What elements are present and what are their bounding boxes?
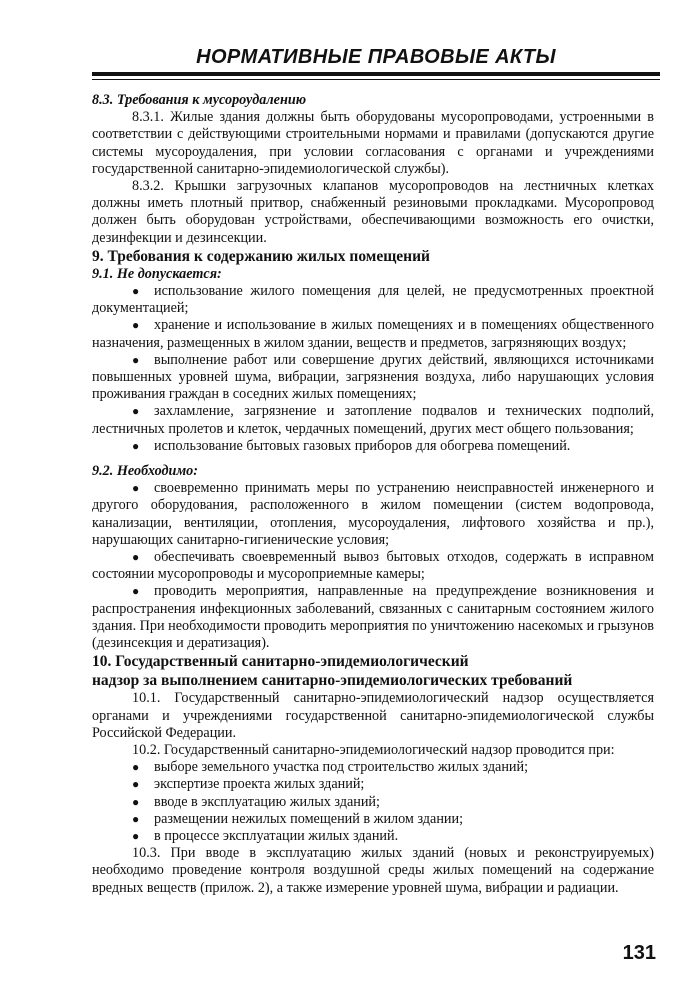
subsection-9-1-title: 9.1. Не допускается:: [92, 265, 222, 282]
bullet-icon: ●: [132, 811, 140, 826]
list-item: ● выборе земельного участка под строительство жилых зданий;: [132, 759, 529, 776]
list-item: ● использование бытовых газовых приборов для обогрева помещений.: [132, 437, 571, 454]
list-item: ● размещении нежилых помещений в жилом здании;: [132, 810, 464, 827]
bullet-icon: ●: [132, 284, 140, 299]
bullet-icon: ●: [132, 584, 140, 599]
paragraph-8-3-1: 8.3.1. Жилые здания должны быть оборудованы мусоропроводами, устроенными в соответствии с действующими строительными нормами и правилами (допускаются другие системы мусороудаления, при условии согласования с органами и учреждениями государственной санитарно-эпидемиологической службы).: [92, 109, 654, 177]
bullet-icon: ●: [132, 438, 140, 453]
bullet-icon: ●: [132, 760, 140, 775]
section-8-3-title: 8.3. Требования к мусороудалению: [92, 92, 307, 108]
section-10-title: [92, 652, 654, 690]
page-header-title: НОРМАТИВНЫЕ ПРАВОВЫЕ АКТЫ: [196, 46, 556, 68]
list-item: ● выполнение работ или совершение других действий, являющихся источниками повышенных уровней шума, вибрации, загрязнения воздуха, либо нарушающих условия проживания граждан в соседних жилых помещениях;: [92, 351, 654, 403]
page-body: [92, 92, 654, 897]
list-item: ● обеспечивать своевременный вывоз бытовых отходов, содержать в исправном состоянии мусоропроводы и мусороприемные камеры;: [92, 549, 654, 583]
bullet-icon: ●: [132, 481, 140, 496]
header-rule-thin: [92, 79, 660, 80]
bullet-icon: ●: [132, 404, 140, 419]
list-item: ● экспертизе проекта жилых зданий;: [132, 776, 365, 793]
bullet-icon: ●: [132, 318, 140, 333]
bullet-icon: ●: [132, 794, 140, 809]
paragraph-10-3: 10.3. При вводе в эксплуатацию жилых зданий (новых и реконструируемых) необходимо проведение контроля воздушной среды жилых помещений на содержание вредных веществ (прилож. 2), а также измерение уровней шума, вибрации и радиации.: [92, 845, 654, 896]
bullet-icon: ●: [132, 777, 140, 792]
paragraph-10-1: 10.1. Государственный санитарно-эпидемиологический надзор осуществляется органами и учреждениями государственной санитарно-эпидемиологической службы Российской Федерации.: [92, 690, 654, 741]
header-rule-thick: [92, 72, 660, 76]
list-item: ● проводить мероприятия, направленные на предупреждение возникновения и распространения инфекционных заболеваний, связанных с санитарным состоянием жилого здания. При необходимости проводить мероприятия по уничтожению насекомых и грызунов (дезинсекция и дератизация).: [92, 583, 654, 652]
list-item: ● захламление, загрязнение и затопление подвалов и технических подполий, лестничных пролетов и клеток, чердачных помещений, других мест общего пользования;: [92, 403, 654, 437]
section-10-title-line-1: 10. Государственный санитарно-эпидемиологический: [92, 653, 469, 671]
list-item: ● использование жилого помещения для целей, не предусмотренных проектной документацией;: [92, 283, 654, 317]
list-item: ● вводе в эксплуатацию жилых зданий;: [132, 793, 380, 810]
section-9-title: 9. Требования к содержанию жилых помещений: [92, 247, 430, 265]
paragraph-8-3-2: 8.3.2. Крышки загрузочных клапанов мусоропроводов на лестничных клетках должны иметь плотный притвор, снабженный резиновыми прокладками. Мусоропровод должен быть оборудован устройствами, обеспечивающими возможность его очистки, дезинфекции и дезинсекции.: [92, 178, 654, 246]
subsection-9-2-title: 9.2. Необходимо:: [92, 463, 198, 480]
list-item: ● своевременно принимать меры по устранению неисправностей инженерного и другого оборудования, расположенного в жилом помещении (систем водопровода, канализации, вентиляции, отопления, мусороудаления, лифтового хозяйства и пр.), нарушающих санитарно-гигиенические условия;: [92, 480, 654, 548]
paragraph-10-2: 10.2. Государственный санитарно-эпидемиологический надзор проводится при:: [132, 741, 615, 758]
section-10-title-line-2: надзор за выполнением санитарно-эпидемиологических требований: [92, 672, 573, 690]
page-number: 131: [622, 942, 656, 964]
bullet-icon: ●: [132, 828, 140, 843]
bullet-icon: ●: [132, 352, 140, 367]
spacer: [92, 455, 654, 463]
bullet-icon: ●: [132, 550, 140, 565]
list-item: ● в процессе эксплуатации жилых зданий.: [132, 827, 399, 844]
list-item: ● хранение и использование в жилых помещениях и в помещениях общественного назначения, размещенных в жилом здании, веществ и предметов, загрязняющих воздух;: [92, 317, 654, 351]
